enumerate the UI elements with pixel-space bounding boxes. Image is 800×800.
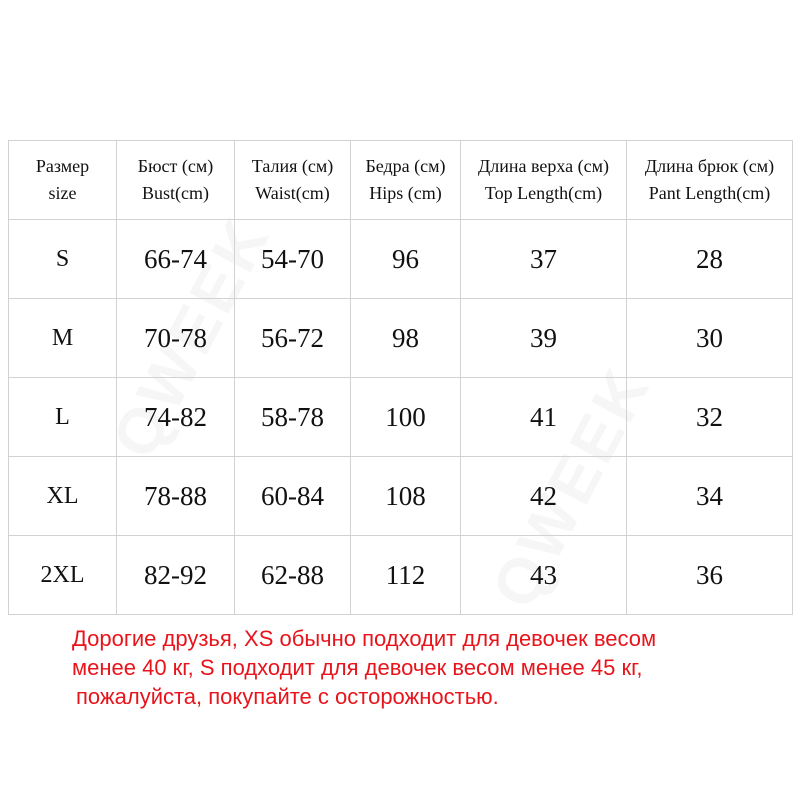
header-hips bbox=[351, 141, 461, 220]
cell-top-length: 41 bbox=[461, 378, 627, 457]
header-top-length-en: Top Length(cm) bbox=[484, 183, 603, 203]
table-body bbox=[9, 220, 793, 615]
table-row bbox=[9, 299, 793, 378]
cell-bust: 70-78 bbox=[117, 299, 235, 378]
table-header bbox=[9, 141, 793, 220]
cell-bust: 78-88 bbox=[117, 457, 235, 536]
cell-waist: 62-88 bbox=[235, 536, 351, 615]
cell-top-length: 39 bbox=[461, 299, 627, 378]
cell-size: 2XL bbox=[9, 536, 117, 615]
table-row bbox=[9, 220, 793, 299]
caution-note bbox=[72, 624, 772, 711]
cell-pant-length: 28 bbox=[627, 220, 793, 299]
cell-hips: 112 bbox=[351, 536, 461, 615]
cell-waist: 60-84 bbox=[235, 457, 351, 536]
header-waist bbox=[235, 141, 351, 220]
caution-note-line: Дорогие друзья, XS обычно подходит для девочек весом bbox=[72, 626, 657, 651]
cell-top-length: 43 bbox=[461, 536, 627, 615]
header-pant-length bbox=[627, 141, 793, 220]
cell-hips: 108 bbox=[351, 457, 461, 536]
cell-bust: 74-82 bbox=[117, 378, 235, 457]
cell-top-length: 42 bbox=[461, 457, 627, 536]
cell-bust: 82-92 bbox=[117, 536, 235, 615]
cell-size: S bbox=[9, 220, 117, 299]
cell-waist: 56-72 bbox=[235, 299, 351, 378]
header-hips-ru: Бедра (см) bbox=[365, 156, 446, 176]
cell-hips: 100 bbox=[351, 378, 461, 457]
header-row bbox=[9, 141, 793, 220]
table-row bbox=[9, 536, 793, 615]
header-size-en: size bbox=[48, 183, 77, 203]
header-size bbox=[9, 141, 117, 220]
caution-note-line: пожалуйста, покупайте с осторожностью. bbox=[76, 684, 499, 709]
header-top-length bbox=[461, 141, 627, 220]
header-pant-length-ru: Длина брюк (см) bbox=[644, 156, 775, 176]
cell-waist: 58-78 bbox=[235, 378, 351, 457]
caution-note-line: менее 40 кг, S подходит для девочек весом менее 45 кг, bbox=[72, 655, 643, 680]
size-chart-table bbox=[8, 140, 793, 615]
cell-size: XL bbox=[9, 457, 117, 536]
header-hips-en: Hips (cm) bbox=[369, 183, 442, 203]
cell-waist: 54-70 bbox=[235, 220, 351, 299]
table-row bbox=[9, 378, 793, 457]
header-bust-ru: Бюст (см) bbox=[137, 156, 214, 176]
cell-size: M bbox=[9, 299, 117, 378]
cell-hips: 96 bbox=[351, 220, 461, 299]
cell-size: L bbox=[9, 378, 117, 457]
cell-pant-length: 36 bbox=[627, 536, 793, 615]
cell-pant-length: 32 bbox=[627, 378, 793, 457]
header-bust bbox=[117, 141, 235, 220]
cell-top-length: 37 bbox=[461, 220, 627, 299]
header-waist-en: Waist(cm) bbox=[255, 183, 330, 203]
header-pant-length-en: Pant Length(cm) bbox=[648, 183, 771, 203]
cell-pant-length: 34 bbox=[627, 457, 793, 536]
header-waist-ru: Талия (см) bbox=[251, 156, 334, 176]
header-top-length-ru: Длина верха (см) bbox=[477, 156, 610, 176]
cell-bust: 66-74 bbox=[117, 220, 235, 299]
cell-pant-length: 30 bbox=[627, 299, 793, 378]
cell-hips: 98 bbox=[351, 299, 461, 378]
header-size-ru: Размер bbox=[35, 156, 90, 176]
header-bust-en: Bust(cm) bbox=[142, 183, 209, 203]
table-row bbox=[9, 457, 793, 536]
